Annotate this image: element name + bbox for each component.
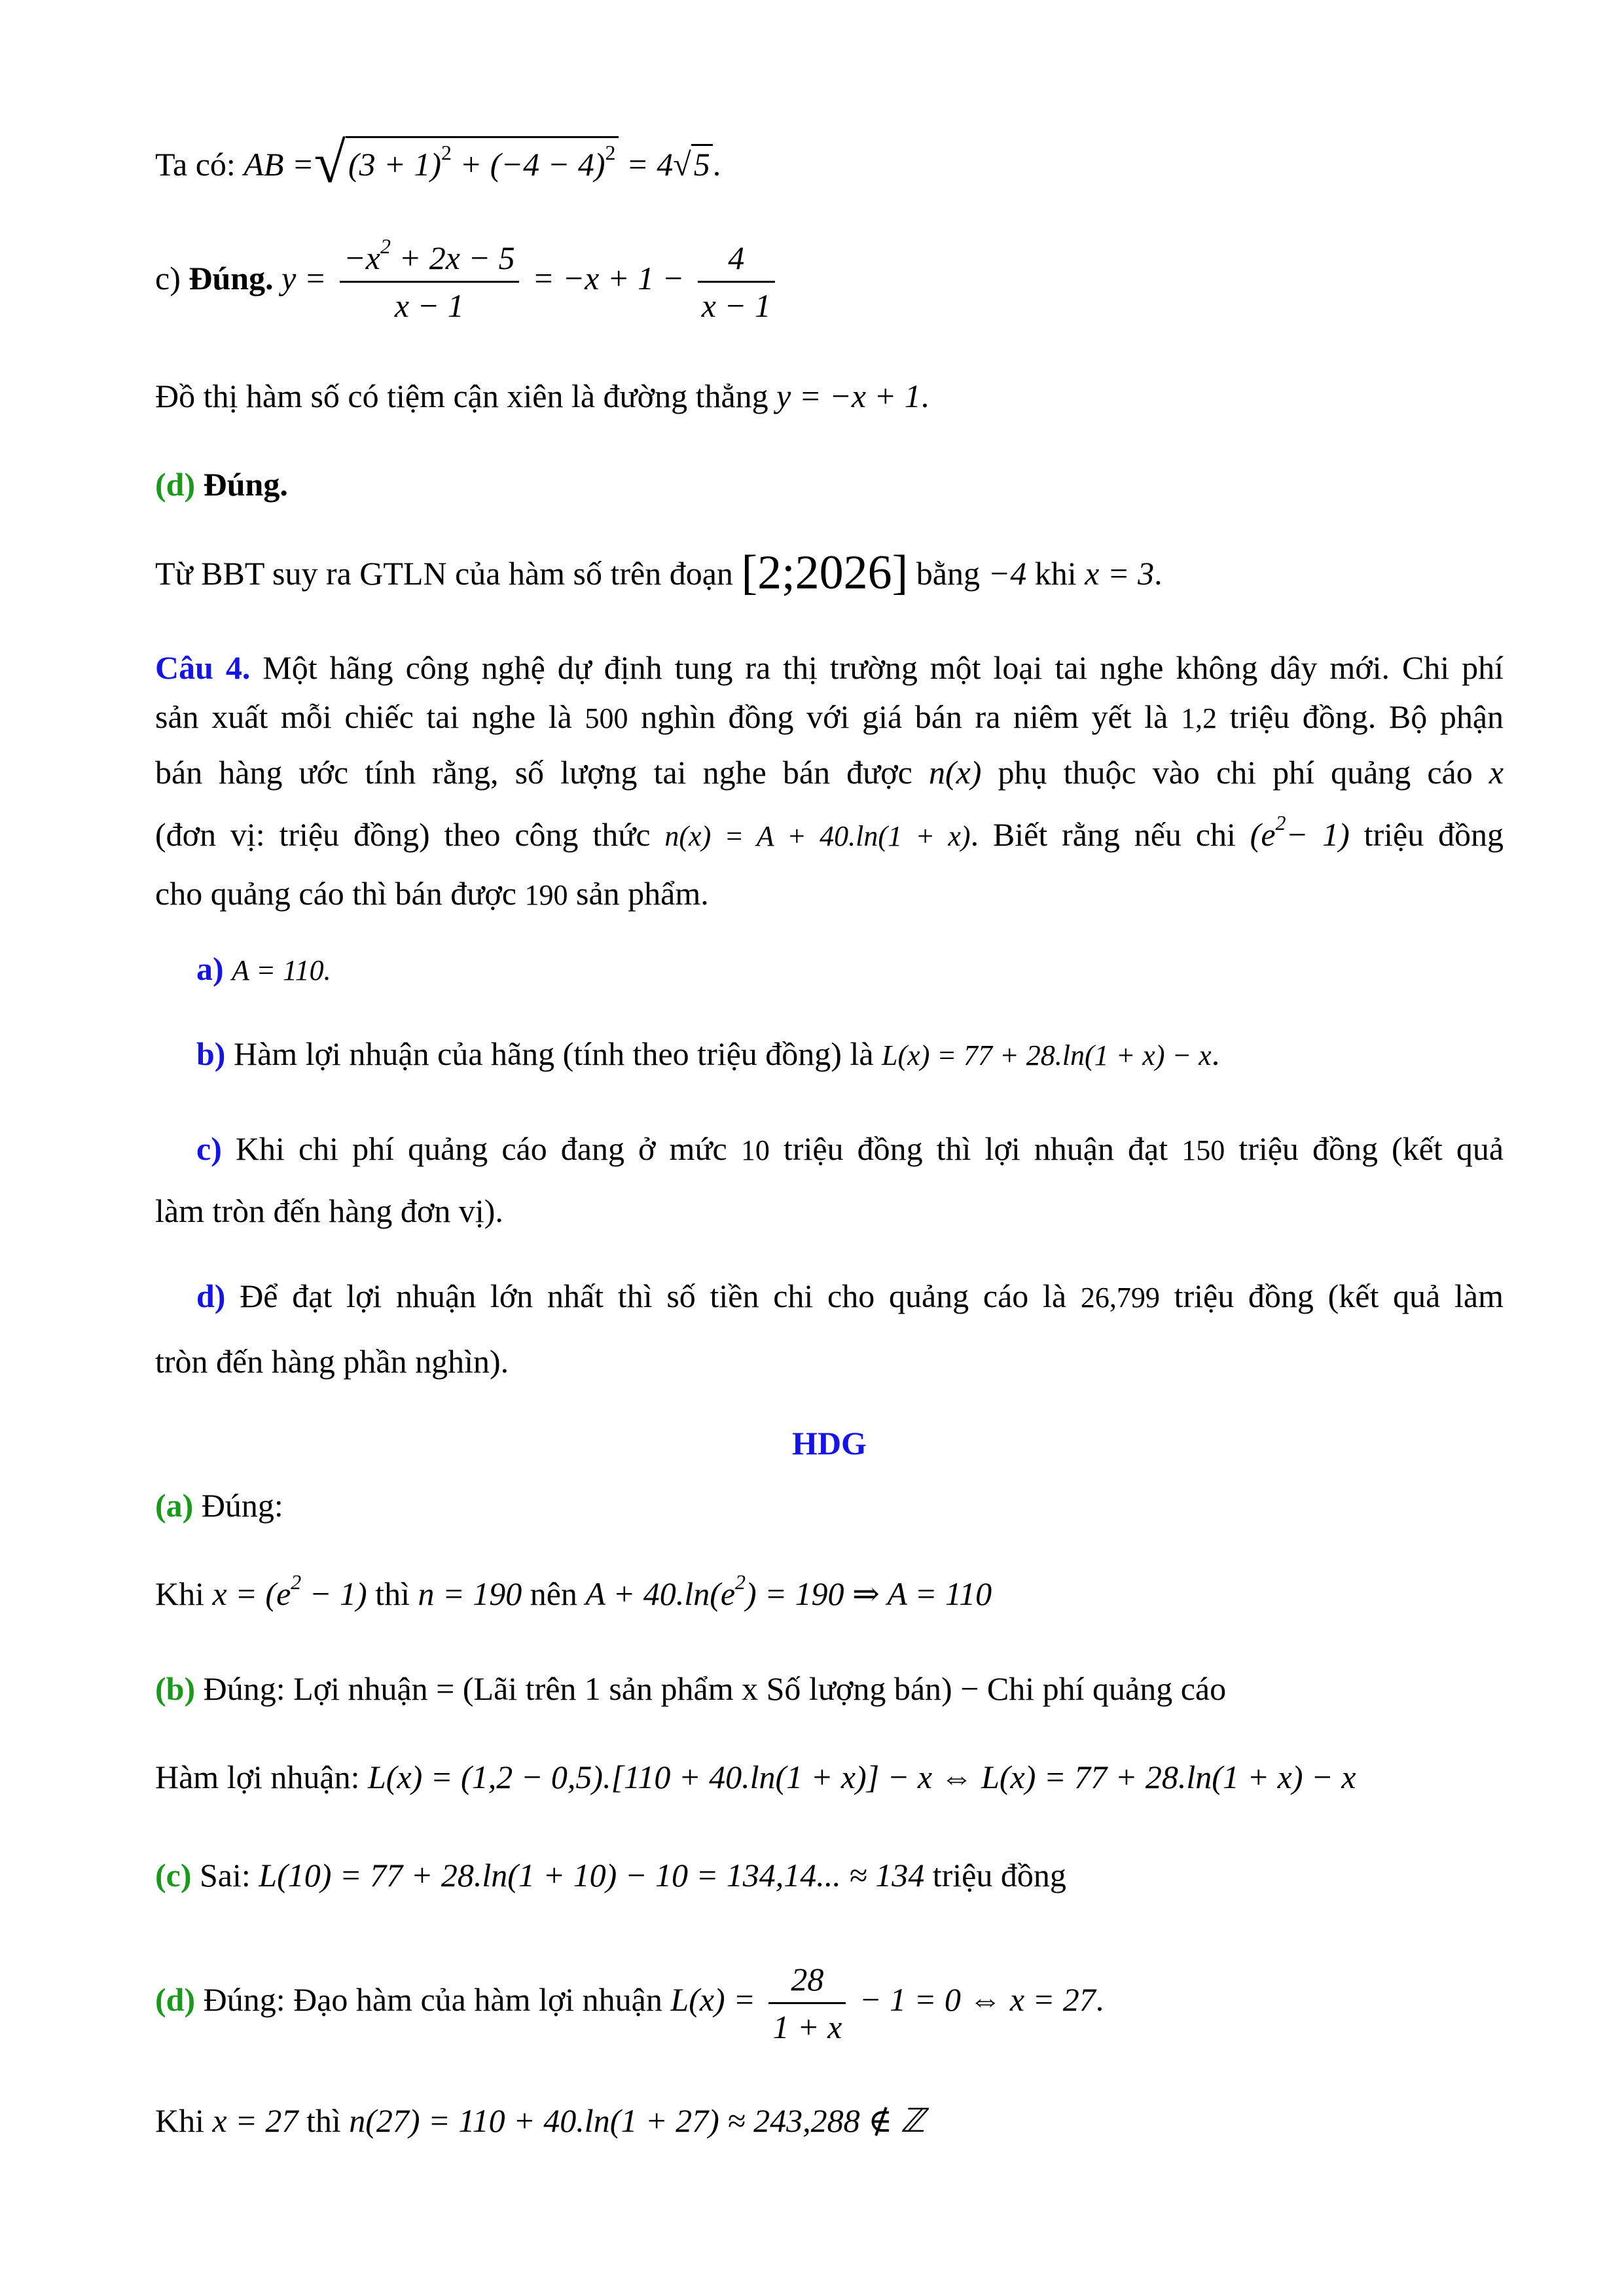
math: A + 40.ln(e: [585, 1575, 736, 1612]
text: Sai:: [200, 1857, 251, 1893]
math: + (−4 − 4): [460, 146, 605, 183]
max-value-line: [155, 546, 1504, 600]
math: 10: [740, 1134, 770, 1166]
math: 190: [524, 879, 568, 911]
text: .: [1154, 555, 1163, 592]
math: AB =: [244, 146, 314, 183]
solution-a-work: [155, 1570, 1504, 1613]
text: tròn đến hàng phần nghìn).: [155, 1343, 509, 1380]
math: = −x + 1 −: [532, 260, 685, 296]
math: n(x): [928, 754, 982, 791]
math: y = −x + 1: [776, 378, 921, 414]
text: sản phẩm.: [575, 875, 709, 912]
math: [212, 1570, 367, 1612]
text: (đơn vị: triệu đồng) theo công thức: [155, 816, 651, 853]
sup: 2: [291, 1570, 302, 1594]
text: Đúng: Đạo hàm của hàm lợi nhuận: [203, 1981, 662, 2018]
math: x = 27: [212, 2102, 298, 2139]
question-4-line-2: [155, 697, 1504, 738]
text: .: [1211, 1035, 1220, 1072]
text: sản xuất mỗi chiếc tai nghe là: [155, 698, 572, 735]
math: [585, 1570, 992, 1612]
text: triệu đồng (kết quả làm: [1174, 1278, 1504, 1314]
text: phụ thuộc vào chi phí quảng cáo: [998, 754, 1473, 791]
text: Đồ thị hàm số có tiệm cận xiên là đường thẳng: [155, 378, 768, 414]
math: L(10) = 77 + 28.ln(1 + 10) − 10 = 134,14... ≈ 134: [259, 1857, 925, 1893]
solution-heading: [155, 1424, 1504, 1463]
fraction: [340, 235, 519, 329]
math: −x: [344, 240, 380, 277]
math: 500: [585, 702, 628, 734]
math: n(x) = A + 40.ln(1 + x): [664, 820, 971, 852]
question-4-line-3: [155, 753, 1504, 792]
text: triệu đồng (kết quả: [1238, 1130, 1504, 1167]
text: triệu đồng. Bộ phận: [1229, 698, 1504, 735]
sup: 2: [441, 141, 452, 164]
text: thì: [306, 2102, 341, 2139]
label: (a): [155, 1487, 194, 1524]
option-c-line-2: [155, 1191, 1504, 1230]
heading: HDG: [792, 1425, 867, 1462]
text: thì: [375, 1575, 410, 1612]
math: A = 110.: [232, 954, 331, 986]
math: 26,799: [1080, 1282, 1160, 1314]
math: − 1 = 0 ⇔ x = 27: [859, 1981, 1096, 2018]
solution-b-heading: [155, 1669, 1504, 1708]
text: .: [920, 378, 929, 414]
math: + 2x − 5: [399, 240, 515, 277]
sup: 2: [1275, 811, 1286, 834]
solution-c: [155, 1856, 1504, 1895]
math: ) = 190 ⇒ A = 110: [746, 1575, 992, 1612]
math: x: [1489, 754, 1504, 791]
math: (e: [1250, 816, 1276, 853]
text: Một hãng công nghệ dự định tung ra thị trường một loại tai nghe không dây mới. Chi phí: [262, 649, 1504, 686]
denominator: 1 + x: [768, 2002, 846, 2050]
math: 150: [1182, 1134, 1225, 1166]
text: nên: [530, 1575, 577, 1612]
sup: 2: [605, 141, 616, 164]
text: .: [1095, 1981, 1104, 2018]
label: c): [155, 260, 181, 296]
question-4-line-4: [155, 811, 1504, 856]
math: = 4: [626, 146, 674, 183]
math: 5: [691, 144, 713, 183]
math: x = 3: [1085, 555, 1155, 592]
fraction: [698, 235, 775, 329]
math: [1250, 811, 1350, 853]
text: triệu đồng: [1363, 816, 1504, 853]
text: triệu đồng: [932, 1857, 1066, 1893]
text: Khi: [155, 1575, 204, 1612]
label: (c): [155, 1857, 192, 1893]
math: 1,2: [1180, 702, 1217, 734]
denominator: x − 1: [340, 281, 519, 329]
asymptote-line: [155, 376, 1504, 416]
verdict: Đúng.: [203, 466, 288, 503]
part-d-heading: [155, 465, 1504, 504]
solution-d-work: [155, 2101, 1504, 2140]
option-d-line-2: [155, 1342, 1504, 1381]
solution-b-work: [155, 1757, 1504, 1797]
math: x = (e: [212, 1575, 291, 1612]
solution-a-heading: [155, 1486, 1504, 1525]
text: Để đạt lợi nhuận lớn nhất thì số tiền chi cho quảng cáo là: [240, 1278, 1067, 1314]
sqrt-sign: √: [673, 146, 691, 183]
label: (b): [155, 1670, 196, 1707]
option-a: [196, 949, 1504, 990]
question-4-line-5: [155, 874, 1504, 915]
question-label: Câu 4.: [155, 649, 251, 686]
math: [2;2026]: [741, 546, 909, 600]
text: cho quảng cáo thì bán được: [155, 875, 516, 912]
part-c-equation: [155, 232, 1504, 329]
text: Khi: [155, 2102, 204, 2139]
text: bằng: [916, 555, 980, 592]
math: L(x) = (1,2 − 0,5).[110 + 40.ln(1 + x)] − x ⇔ L(x) = 77 + 28.ln(1 + x) − x: [368, 1759, 1356, 1795]
label: (d): [155, 466, 196, 503]
text: làm tròn đến hàng đơn vị).: [155, 1193, 503, 1229]
text: triệu đồng thì lợi nhuận đạt: [783, 1130, 1168, 1167]
text: .: [712, 146, 721, 183]
text: bán hàng ước tính rằng, số lượng tai nghe bán được: [155, 754, 912, 791]
sup: 2: [380, 234, 391, 259]
numerator: [340, 235, 519, 281]
text: Hàm lợi nhuận của hãng (tính theo triệu đồng) là: [233, 1035, 874, 1072]
label: (d): [155, 1981, 196, 2018]
math: n(27) = 110 + 40.ln(1 + 27) ≈ 243,288 ∉ ℤ: [349, 2102, 925, 2139]
solution-d: [155, 1954, 1504, 2050]
math: n = 190: [418, 1575, 522, 1612]
ab-distance-line: [155, 131, 1504, 197]
sqrt-body: [346, 136, 619, 190]
text: Khi chi phí quảng cáo đang ở mức: [235, 1130, 727, 1167]
denominator: x − 1: [698, 281, 775, 329]
text: nghìn đồng với giá bán ra niêm yết là: [641, 698, 1168, 735]
math: − 1): [1286, 816, 1350, 853]
math: − 1): [309, 1575, 367, 1612]
sup: 2: [735, 1570, 746, 1594]
text: Ta có:: [155, 146, 236, 183]
verdict: Đúng.: [189, 260, 274, 296]
text: Hàm lợi nhuận:: [155, 1759, 360, 1795]
option-label: a): [196, 950, 224, 987]
numerator: 28: [791, 1961, 824, 1998]
fraction: [768, 1956, 846, 2050]
math: −4: [988, 555, 1027, 592]
text: Đúng:: [201, 1487, 283, 1524]
sqrt-sign: √: [314, 132, 346, 195]
option-label: d): [196, 1278, 226, 1314]
math: L(x) = 77 + 28.ln(1 + x) − x: [882, 1039, 1212, 1071]
text: khi: [1034, 555, 1077, 592]
text: . Biết rằng nếu chi: [970, 816, 1236, 853]
text: Đúng: Lợi nhuận = (Lãi trên 1 sản phẩm x Số lượng bán) − Chi phí quảng cáo: [203, 1670, 1227, 1707]
math: (3 + 1): [348, 146, 441, 183]
question-4-line-1: [155, 648, 1504, 687]
option-c-line-1: [196, 1129, 1504, 1170]
text: Từ BBT suy ra GTLN của hàm số trên đoạn: [155, 555, 733, 592]
option-b: [196, 1034, 1504, 1075]
math: L(x) =: [670, 1981, 755, 2018]
option-label: b): [196, 1035, 226, 1072]
option-label: c): [196, 1130, 222, 1167]
math: y =: [281, 260, 327, 296]
numerator: 4: [728, 240, 745, 277]
option-d-line-1: [196, 1276, 1504, 1318]
